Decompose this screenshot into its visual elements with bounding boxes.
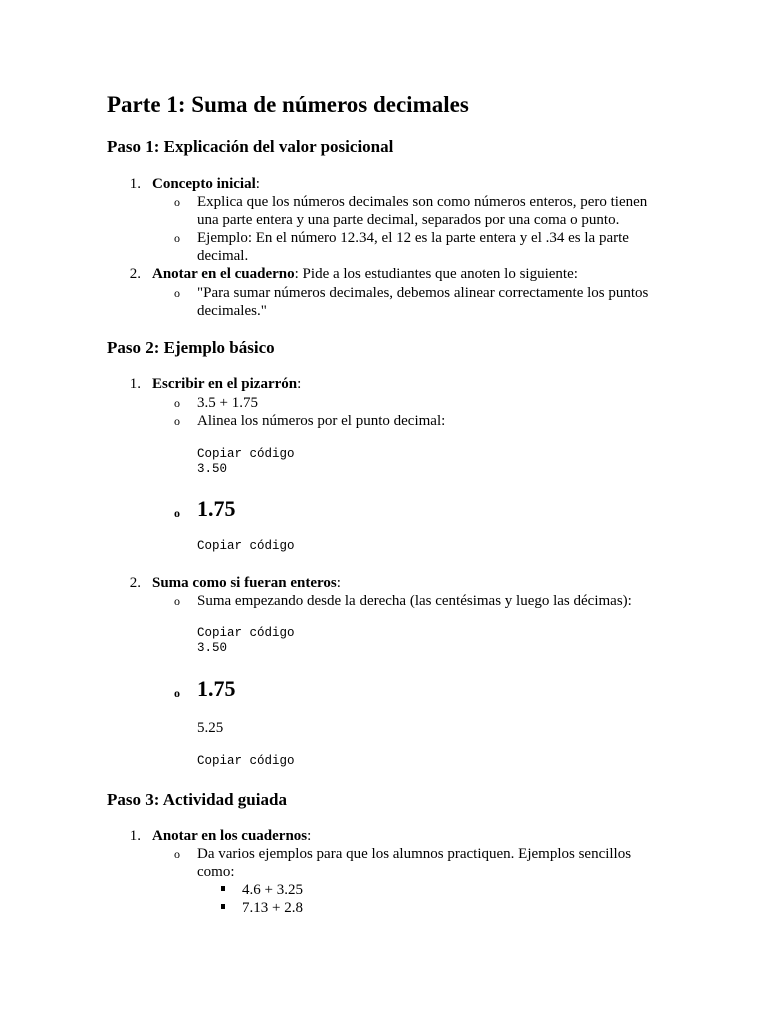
list-item-text: : Pide a los estudiantes que anoten lo siguiente: xyxy=(294,266,578,282)
example-item: 4.6 + 3.25 xyxy=(242,882,303,898)
copy-code-label[interactable]: Copiar código xyxy=(197,754,295,768)
list-item-suma-enteros xyxy=(152,574,341,592)
sub-item-line: decimales." xyxy=(197,303,267,319)
sub-item-line: decimal. xyxy=(197,248,249,264)
list-item-bold: Anotar en los cuadernos xyxy=(152,828,308,844)
sub-item-line: una parte entera y una parte decimal, separados por una coma o punto. xyxy=(197,212,620,228)
example-item: 7.13 + 2.8 xyxy=(242,900,303,916)
bullet-icon: o xyxy=(174,847,180,861)
list-item-text: : xyxy=(307,828,312,844)
code-value: 3.50 xyxy=(197,641,228,655)
page-title: Parte 1: Suma de números decimales xyxy=(107,92,469,117)
sub-item-line: Explica que los números decimales son como números enteros, pero tienen xyxy=(197,194,648,210)
bullet-icon: o xyxy=(174,286,180,300)
sub-item-line: Alinea los números por el punto decimal: xyxy=(197,413,446,429)
code-value: 3.50 xyxy=(197,462,228,476)
bullet-icon: o xyxy=(174,414,180,428)
bullet-icon: o xyxy=(174,396,180,410)
big-number: 1.75 xyxy=(197,676,236,701)
list-number: 1. xyxy=(129,828,141,844)
list-item-bold: Anotar en el cuaderno xyxy=(152,266,295,282)
sub-item-line: "Para sumar números decimales, debemos alinear correctamente los puntos xyxy=(197,285,649,301)
list-item-bold: Escribir en el pizarrón xyxy=(152,376,298,392)
list-item-bold: Suma como si fueran enteros xyxy=(152,575,337,591)
list-number: 1. xyxy=(129,376,141,392)
sub-item-line: 3.5 + 1.75 xyxy=(197,395,258,411)
result-value: 5.25 xyxy=(197,720,224,736)
copy-code-label[interactable]: Copiar código xyxy=(197,447,295,461)
sub-item-line: como: xyxy=(197,864,235,880)
square-bullet-icon xyxy=(221,886,225,891)
bullet-icon: o xyxy=(174,594,180,608)
sub-item-line: Suma empezando desde la derecha (las centésimas y luego las décimas): xyxy=(197,593,632,609)
list-item-bold: Concepto inicial xyxy=(152,176,256,192)
list-item-text: : xyxy=(336,575,341,591)
list-item-concepto-inicial xyxy=(152,175,260,193)
sub-item-line: Da varios ejemplos para que los alumnos practiquen. Ejemplos sencillos xyxy=(197,846,632,862)
bullet-icon: o xyxy=(174,195,180,209)
bullet-icon: o xyxy=(174,231,180,245)
list-number: 1. xyxy=(129,176,141,192)
big-number: 1.75 xyxy=(197,496,236,521)
list-item-text: : xyxy=(297,376,302,392)
section-heading-paso-1: Paso 1: Explicación del valor posicional xyxy=(107,137,394,156)
bullet-icon: o xyxy=(174,506,180,520)
copy-code-label[interactable]: Copiar código xyxy=(197,539,295,553)
section-heading-paso-3: Paso 3: Actividad guiada xyxy=(107,790,287,809)
list-number: 2. xyxy=(129,575,141,591)
list-item-escribir-pizarron xyxy=(152,375,301,393)
list-item-anotar-cuaderno xyxy=(152,265,578,283)
list-number: 2. xyxy=(129,266,141,282)
copy-code-label[interactable]: Copiar código xyxy=(197,626,295,640)
section-heading-paso-2: Paso 2: Ejemplo básico xyxy=(107,338,275,357)
list-item-text: : xyxy=(255,176,260,192)
square-bullet-icon xyxy=(221,904,225,909)
list-item-anotar-cuadernos xyxy=(152,827,311,845)
sub-item-line: Ejemplo: En el número 12.34, el 12 es la parte entera y el .34 es la parte xyxy=(197,230,629,246)
bullet-icon: o xyxy=(174,686,180,700)
